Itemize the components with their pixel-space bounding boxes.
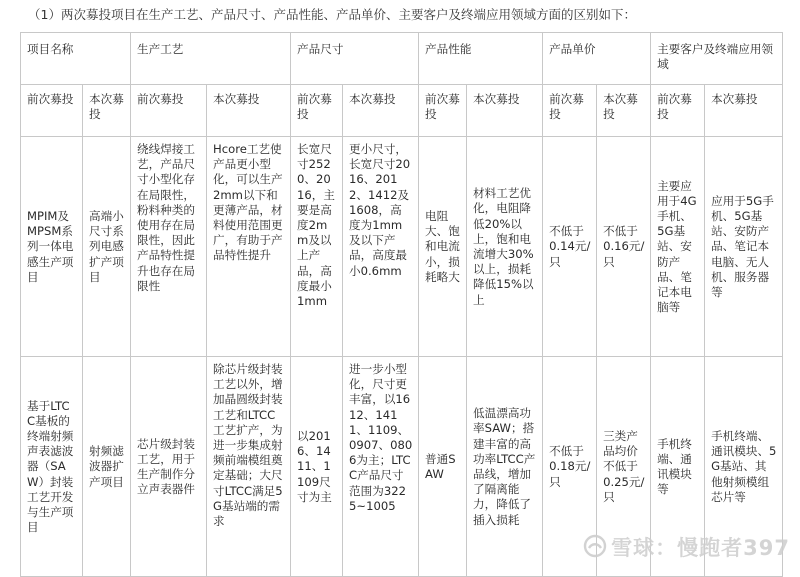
cell-project-curr: 高端小尺寸系列电感扩产项目 — [83, 137, 131, 357]
sub-prev: 前次募投 — [419, 85, 467, 137]
cell-size-curr: 更小尺寸，长宽尺寸2016、2012、1412及1608，高度为1mm及以下产品，高度最小0.6mm — [343, 137, 419, 357]
cell-process-prev: 绕线焊接工艺，产品尺寸小型化存在局限性，粉料种类的使用存在局限性，因此产品特性提升也存在局限性 — [131, 137, 207, 357]
sub-curr: 本次募投 — [705, 85, 783, 137]
cell-size-prev: 以2016、1411、1109尺寸为主 — [291, 357, 343, 577]
table-row — [21, 137, 783, 357]
cell-price-curr: 三类产品均价不低于0.25元/只 — [597, 357, 651, 577]
subheader-row — [21, 85, 783, 137]
header-size: 产品尺寸 — [291, 33, 419, 85]
sub-curr: 本次募投 — [343, 85, 419, 137]
sub-prev: 前次募投 — [131, 85, 207, 137]
sub-prev: 前次募投 — [651, 85, 705, 137]
cell-project-prev: 基于LTCC基板的终端射频声表滤波器（SAW）封装工艺开发与生产项目 — [21, 357, 83, 577]
header-price: 产品单价 — [543, 33, 651, 85]
intro-text: （1）两次募投项目在生产工艺、产品尺寸、产品性能、产品单价、主要客户及终端应用领域方面的区别如下： — [28, 7, 636, 22]
cell-price-prev: 不低于0.14元/只 — [543, 137, 597, 357]
cell-price-prev: 不低于0.18元/只 — [543, 357, 597, 577]
header-customers: 主要客户及终端应用领域 — [651, 33, 783, 85]
cell-cust-prev: 主要应用于4G手机、5G基站、安防产品、笔记本电脑等 — [651, 137, 705, 357]
cell-perf-curr: 材料工艺优化，电阻降低20%以上，饱和电流增大30%以上，损耗降低15%以上 — [467, 137, 543, 357]
header-process: 生产工艺 — [131, 33, 291, 85]
cell-process-prev: 芯片级封装工艺，用于生产制作分立声表器件 — [131, 357, 207, 577]
sub-curr: 本次募投 — [597, 85, 651, 137]
cell-cust-curr: 手机终端、通讯模块、5G基站、其他射频模组芯片等 — [705, 357, 783, 577]
comparison-table — [20, 32, 783, 577]
sub-curr: 本次募投 — [207, 85, 291, 137]
watermark — [583, 532, 790, 564]
cell-size-curr: 进一步小型化，尺寸更丰富，以1612、1411、1109、0907、0806为主；LTCC产品尺寸范围为3225~1005 — [343, 357, 419, 577]
cell-cust-prev: 手机终端、通讯模块等 — [651, 357, 705, 577]
cell-price-curr: 不低于0.16元/只 — [597, 137, 651, 357]
sub-curr: 本次募投 — [83, 85, 131, 137]
cell-perf-curr: 低温漂高功率SAW；搭建丰富的高功率LTCC产品线，增加了隔离能力，降低了插入损耗 — [467, 357, 543, 577]
cell-cust-curr: 应用于5G手机、5G基站、安防产品、笔记本电脑、无人机、服务器等 — [705, 137, 783, 357]
watermark-text: 雪球：慢跑者397 — [611, 535, 790, 560]
sub-prev: 前次募投 — [291, 85, 343, 137]
cell-size-prev: 长宽尺寸2520、2016，主要是高度2mm及以上产品，高度最小1mm — [291, 137, 343, 357]
sub-prev: 前次募投 — [21, 85, 83, 137]
cell-project-curr: 射频滤波器扩产项目 — [83, 357, 131, 577]
header-row — [21, 33, 783, 85]
header-performance: 产品性能 — [419, 33, 543, 85]
sub-curr: 本次募投 — [467, 85, 543, 137]
cell-perf-prev: 普通SAW — [419, 357, 467, 577]
cell-project-prev: MPIM及MPSM系列一体电感生产项目 — [21, 137, 83, 357]
cell-process-curr: Hcore工艺使产品更小型化，可以生产2mm以下和更薄产品，材料使用范围更广，有助于产品特性提升 — [207, 137, 291, 357]
cell-process-curr: 除芯片级封装工艺以外，增加晶圆级封装工艺和LTCC工艺扩产，为进一步集成射频前端模组奠定基础；大尺寸LTCC满足5G基站端的需求 — [207, 357, 291, 577]
sub-prev: 前次募投 — [543, 85, 597, 137]
snowball-logo-icon — [583, 534, 607, 563]
header-project: 项目名称 — [21, 33, 131, 85]
cell-perf-prev: 电阻大、饱和电流小，损耗略大 — [419, 137, 467, 357]
